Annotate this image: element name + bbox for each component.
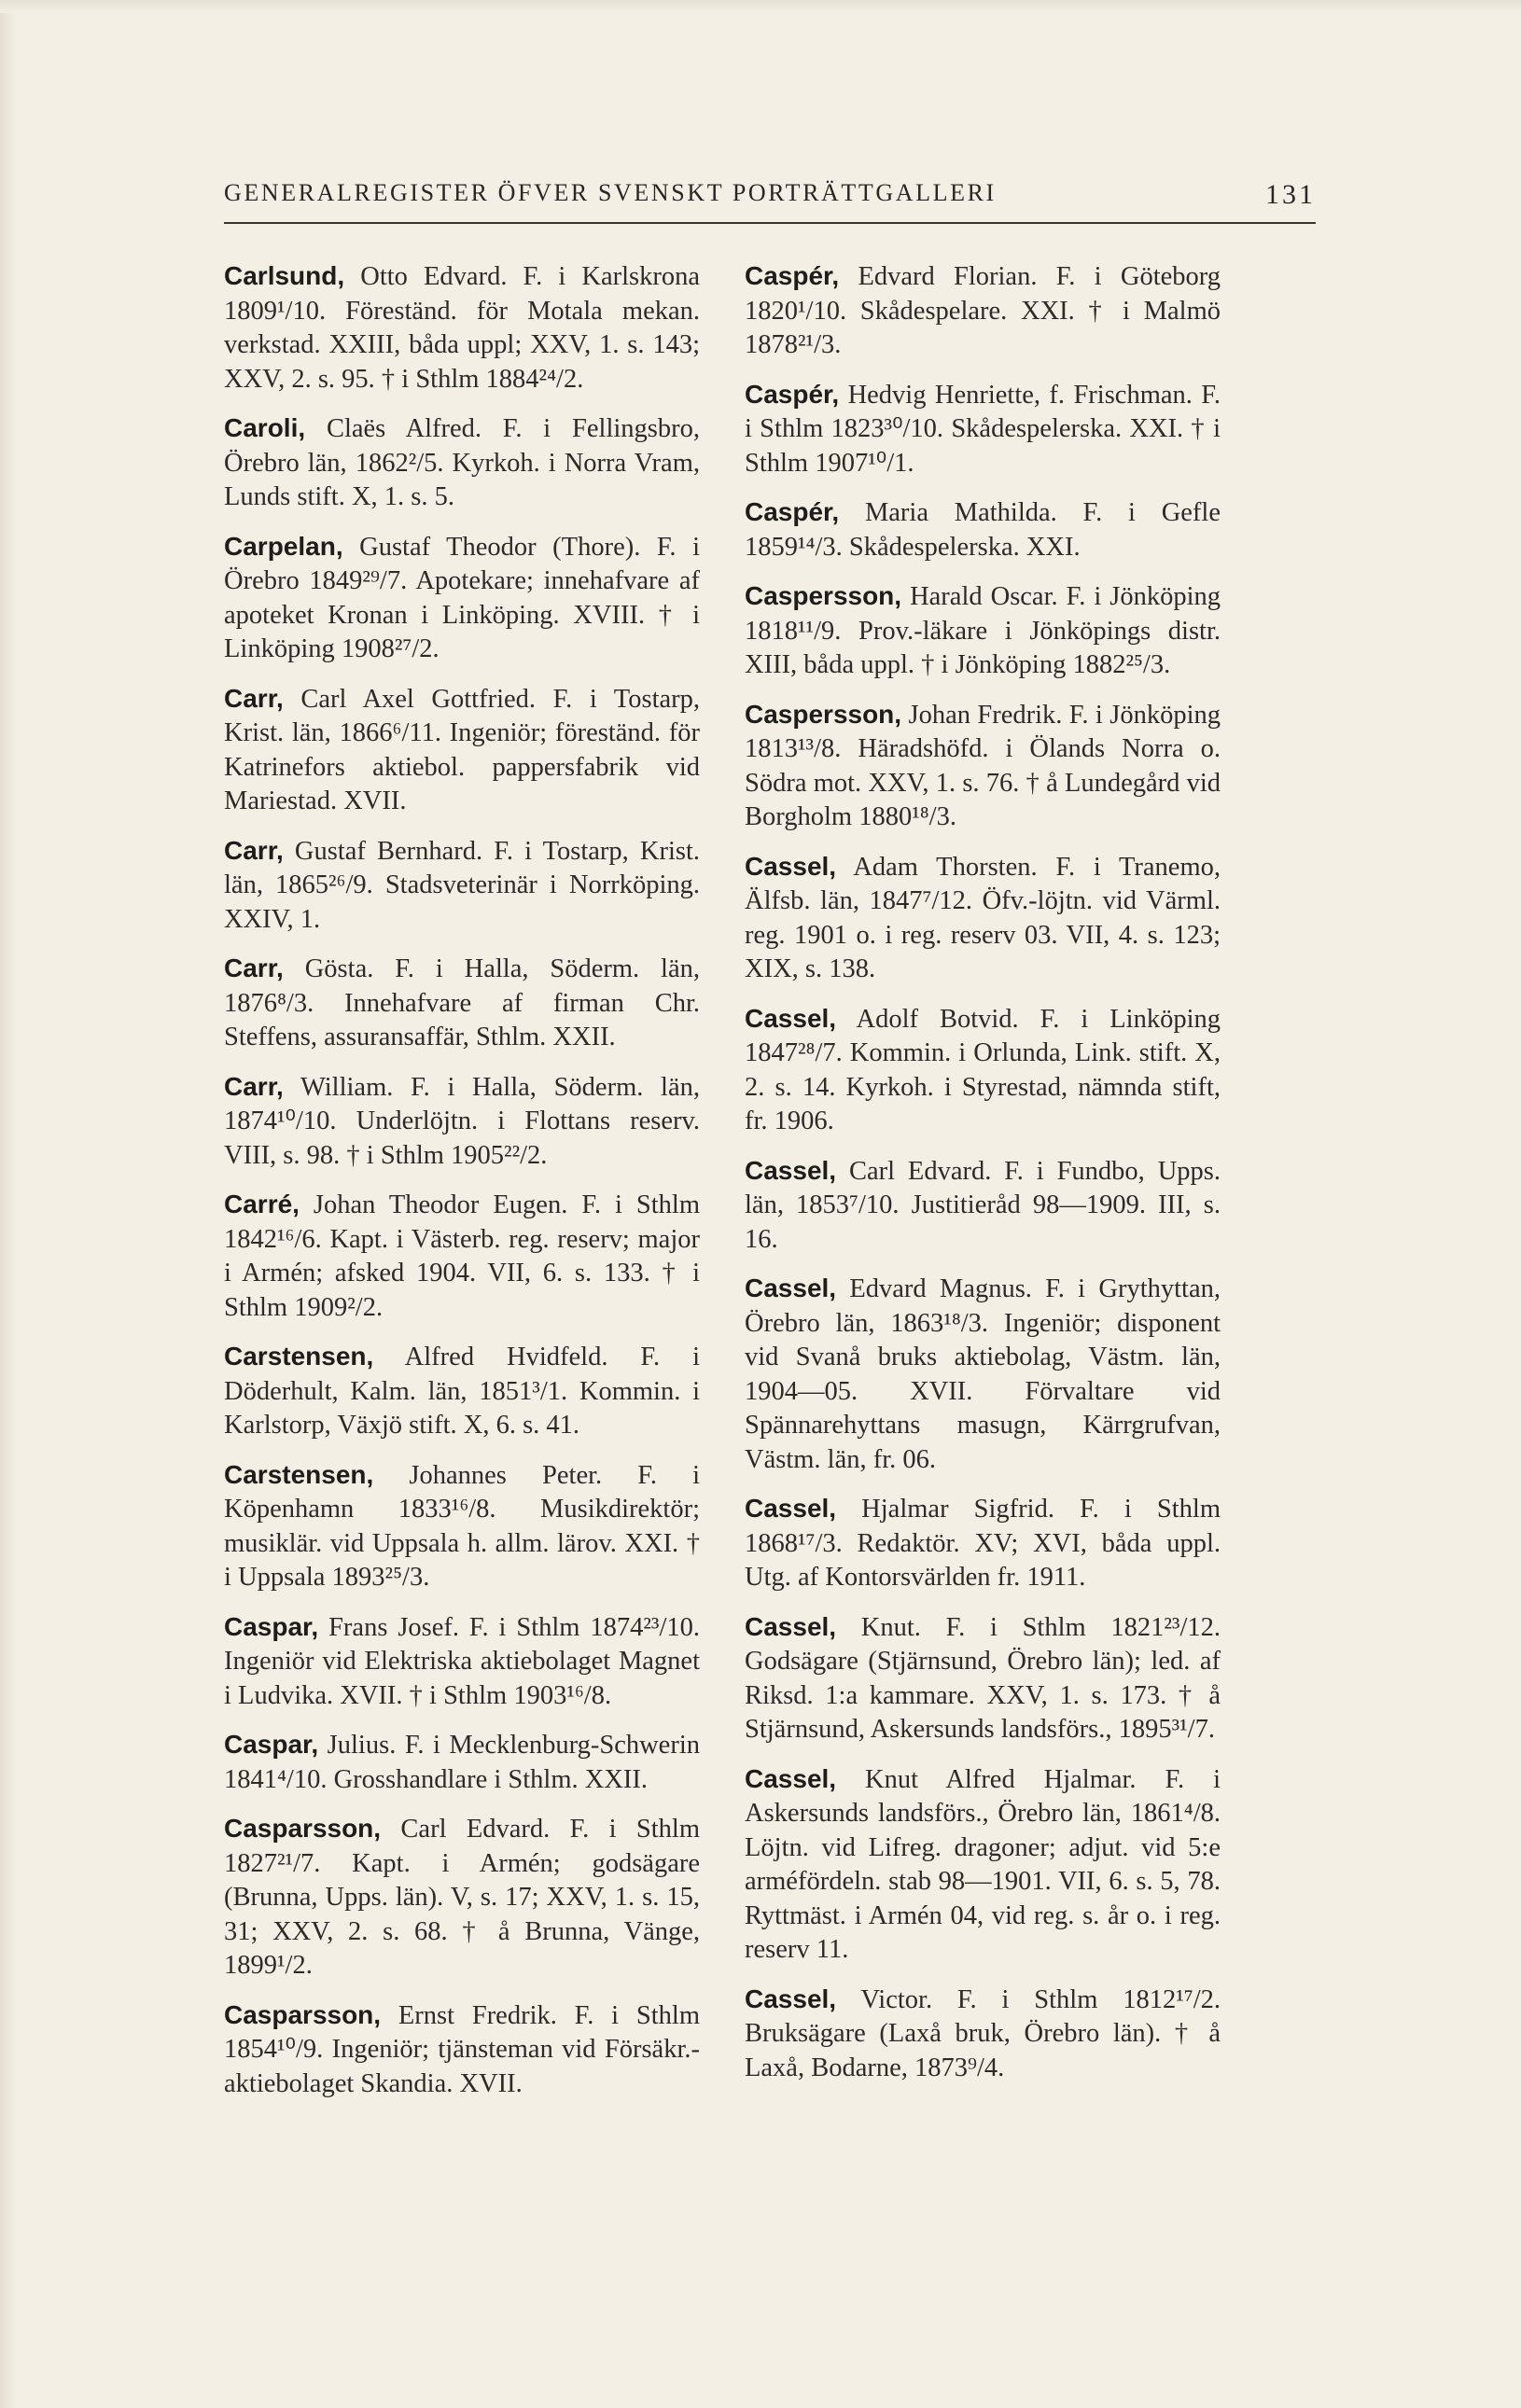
register-entry <box>745 579 1221 683</box>
right-column <box>745 259 1221 2100</box>
entry-details: Gösta. F. i Halla, Söderm. län, 1876⁸/3. Innehafvare af firman Chr. Steffens, assuransaffär, Sthlm. XXII. <box>224 954 700 1051</box>
entry-surname: Carr, <box>224 835 284 865</box>
entry-details: Harald Oscar. F. i Jönköping 1818¹¹/9. Prov.-läkare i Jönköpings distr. XIII, båda uppl. † i Jönköping 1882²⁵/3. <box>745 582 1221 679</box>
register-entry <box>745 495 1221 564</box>
entry-details: Julius. F. i Mecklenburg-Schwerin 1841⁴/10. Grosshandlare i Sthlm. XXII. <box>224 1731 700 1794</box>
entry-surname: Carr, <box>224 1071 284 1101</box>
entry-details: Frans Josef. F. i Sthlm 1874²³/10. Ingeniör vid Elektriska aktiebolaget Magnet i Ludvika. XVII. † i Sthlm 1903¹⁶/8. <box>224 1612 700 1710</box>
entry-surname: Caspér, <box>745 379 840 409</box>
register-entry <box>224 411 700 515</box>
entry-details: Hjalmar Sigfrid. F. i Sthlm 1868¹⁷/3. Redaktör. XV; XVI, båda uppl. Utg. af Kontorsvärlden fr. 1911. <box>745 1495 1221 1592</box>
register-entry <box>745 850 1221 987</box>
entry-details: Claës Alfred. F. i Fellingsbro, Örebro län, 1862²/5. Kyrkoh. i Norra Vram, Lunds stift. X, 1. s. 5. <box>224 414 700 511</box>
entry-details: Carl Edvard. F. i Sthlm 1827²¹/7. Kapt. i Armén; godsägare (Brunna, Upps. län). V, s. 17; XXV, 1. s. 15, 31; XXV, 2. s. 68. † å Brunna, Vänge, 1899¹/2. <box>224 1815 700 1980</box>
running-title: GENERALREGISTER ÖFVER SVENSKT PORTRÄTTGALLERI <box>224 179 997 206</box>
entry-surname: Cassel, <box>745 1494 837 1523</box>
entry-details: Carl Edvard. F. i Fundbo, Upps. län, 1853⁷/10. Justitieråd 98—1909. III, s. 16. <box>745 1156 1221 1254</box>
entry-surname: Caspar, <box>224 1611 319 1641</box>
entry-surname: Cassel, <box>745 1003 837 1033</box>
entry-details: Gustaf Bernhard. F. i Tostarp, Krist. län, 1865²⁶/9. Stadsveterinär i Norrköping. XXIV, 1. <box>224 836 700 934</box>
register-entry <box>224 530 700 667</box>
register-entry <box>745 1983 1221 2086</box>
entry-surname: Carr, <box>224 683 284 713</box>
entry-surname: Cassel, <box>745 1983 837 2013</box>
register-entry <box>224 952 700 1055</box>
entry-details: Victor. F. i Sthlm 1812¹⁷/2. Bruksägare (Laxå bruk, Örebro län). † å Laxå, Bodarne, 1873⁹/4. <box>745 1984 1221 2082</box>
entry-details: Gustaf Theodor (Thore). F. i Örebro 1849²⁹/7. Apotekare; innehafvare af apoteket Kronan i Linköping. XVIII. † i Linköping 1908²⁷/2. <box>224 532 700 663</box>
register-entry <box>745 1610 1221 1747</box>
register-entry <box>224 1728 700 1797</box>
register-entry <box>745 1154 1221 1258</box>
entry-surname: Cassel, <box>745 1274 837 1302</box>
entry-surname: Cassel, <box>745 1155 837 1185</box>
entry-surname: Caroli, <box>224 413 306 442</box>
entry-details: Hedvig Henriette, f. Frischman. F. i Sthlm 1823³⁰/10. Skådespelerska. XXI. † i Sthlm 1907¹⁰/1. <box>745 380 1221 478</box>
entry-surname: Carstensen, <box>224 1459 374 1489</box>
entry-surname: Caspér, <box>745 497 840 526</box>
entry-surname: Caspar, <box>224 1730 319 1759</box>
entry-details: William. F. i Halla, Söderm. län, 1874¹⁰/10. Underlöjtn. i Flottans reserv. VIII, s. 98. † i Sthlm 1905²²/2. <box>224 1072 700 1170</box>
entry-details: Otto Edvard. F. i Karlskrona 1809¹/10. Föreständ. för Motala mekan. verkstad. XXIII, båda uppl; XXV, 1. s. 143; XXV, 2. s. 95. † i Sthlm 1884²⁴/2. <box>224 262 700 394</box>
entry-surname: Carpelan, <box>224 531 343 561</box>
entry-details: Ernst Fredrik. F. i Sthlm 1854¹⁰/9. Ingeniör; tjänsteman vid Försäkr.-aktiebolaget Skandia. XVII. <box>224 2000 700 2098</box>
register-entry <box>745 1762 1221 1968</box>
register-entry <box>224 1188 700 1325</box>
register-entry <box>745 1272 1221 1477</box>
register-entry <box>224 1340 700 1443</box>
register-entry <box>224 682 700 819</box>
register-entry <box>224 834 700 938</box>
entry-surname: Carstensen, <box>224 1342 374 1371</box>
entry-surname: Carlsund, <box>224 261 345 290</box>
entry-details: Knut. F. i Sthlm 1821²³/12. Godsägare (Stjärnsund, Örebro län); led. af Riksd. 1:a kammare. XXV, 1. s. 173. † å Stjärnsund, Askersunds landsförs., 1895³¹/7. <box>745 1612 1221 1744</box>
entry-surname: Caspersson, <box>745 581 902 610</box>
entry-details: Edvard Florian. F. i Göteborg 1820¹/10. Skådespelare. XXI. † i Malmö 1878²¹/3. <box>745 262 1221 359</box>
entry-details: Edvard Magnus. F. i Grythyttan, Örebro län, 1863¹⁸/3. Ingeniör; disponent vid Svanå bruks aktiebolag, Västm. län, 1904—05. XVII. Förvaltare vid Spännarehyttans masugn, Kärrgrufvan, Västm. län, fr. 06. <box>745 1274 1221 1474</box>
register-entry <box>224 1812 700 1983</box>
entry-details: Maria Mathilda. F. i Gefle 1859¹⁴/3. Skådespelerska. XXI. <box>745 498 1221 562</box>
entry-surname: Carré, <box>224 1190 300 1218</box>
page-number: 131 <box>1265 179 1316 210</box>
entry-surname: Carr, <box>224 953 284 982</box>
register-entry <box>745 259 1221 363</box>
register-entry <box>224 1070 700 1174</box>
entry-surname: Caspér, <box>745 261 840 290</box>
entry-details: Adam Thorsten. F. i Tranemo, Älfsb. län, 1847⁷/12. Öfv.-löjtn. vid Värml. reg. 1901 o. i reg. reserv 03. VII, 4. s. 123; XIX, s. 138. <box>745 852 1221 983</box>
entry-surname: Casparsson, <box>224 1999 382 2029</box>
register-entry <box>745 1002 1221 1139</box>
entry-details: Knut Alfred Hjalmar. F. i Askersunds landsförs., Örebro län, 1861⁴/8. Löjtn. vid Lifreg. dragoner; adjut. vid 5:e arméfördeln. stab 98—1901. VII, 6. s. 5, 78. Ryttmäst. i Armén 04, vid reg. s. år o. i reg. reserv 11. <box>745 1764 1221 1964</box>
entry-surname: Cassel, <box>745 1763 837 1793</box>
entry-surname: Cassel, <box>745 1611 837 1641</box>
running-head <box>224 179 1316 215</box>
entry-details: Johan Fredrik. F. i Jönköping 1813¹³/8. Häradshöfd. i Ölands Norra o. Södra mot. XXV, 1. s. 76. † å Lundegård vid Borgholm 1880¹⁸/3. <box>745 700 1221 831</box>
register-entry <box>224 1458 700 1595</box>
register-entry <box>745 378 1221 481</box>
entry-details: Alfred Hvidfeld. F. i Döderhult, Kalm. län, 1851³/1. Kommin. i Karlstorp, Växjö stift. X, 6. s. 41. <box>224 1343 700 1440</box>
header-rule <box>224 222 1316 224</box>
entry-details: Johan Theodor Eugen. F. i Sthlm 1842¹⁶/6. Kapt. i Västerb. reg. reserv; major i Armén; afsked 1904. VII, 6. s. 133. † i Sthlm 1909²/2. <box>224 1190 700 1322</box>
entry-details: Carl Axel Gottfried. F. i Tostarp, Krist. län, 1866⁶/11. Ingeniör; föreständ. för Katrinefors aktiebol. pappersfabrik vid Mariestad. XVII. <box>224 684 700 815</box>
left-column <box>224 259 700 2116</box>
entry-surname: Casparsson, <box>224 1814 382 1843</box>
register-entry <box>224 1998 700 2102</box>
register-entry <box>745 1492 1221 1595</box>
page-top-shadow <box>0 0 1521 13</box>
register-entry <box>745 698 1221 835</box>
page-edge-shadow <box>0 0 15 2408</box>
entry-details: Adolf Botvid. F. i Linköping 1847²⁸/7. Kommin. i Orlunda, Link. stift. X, 2. s. 14. Kyrkoh. i Styrestad, nämnda stift, fr. 1906. <box>745 1004 1221 1135</box>
register-entry <box>224 259 700 397</box>
entry-surname: Cassel, <box>745 851 837 881</box>
entry-surname: Caspersson, <box>745 699 902 729</box>
register-entry <box>224 1610 700 1714</box>
entry-details: Johannes Peter. F. i Köpenhamn 1833¹⁶/8. Musikdirektör; musiklär. vid Uppsala h. allm. lärov. XXI. † i Uppsala 1893²⁵/3. <box>224 1460 700 1592</box>
